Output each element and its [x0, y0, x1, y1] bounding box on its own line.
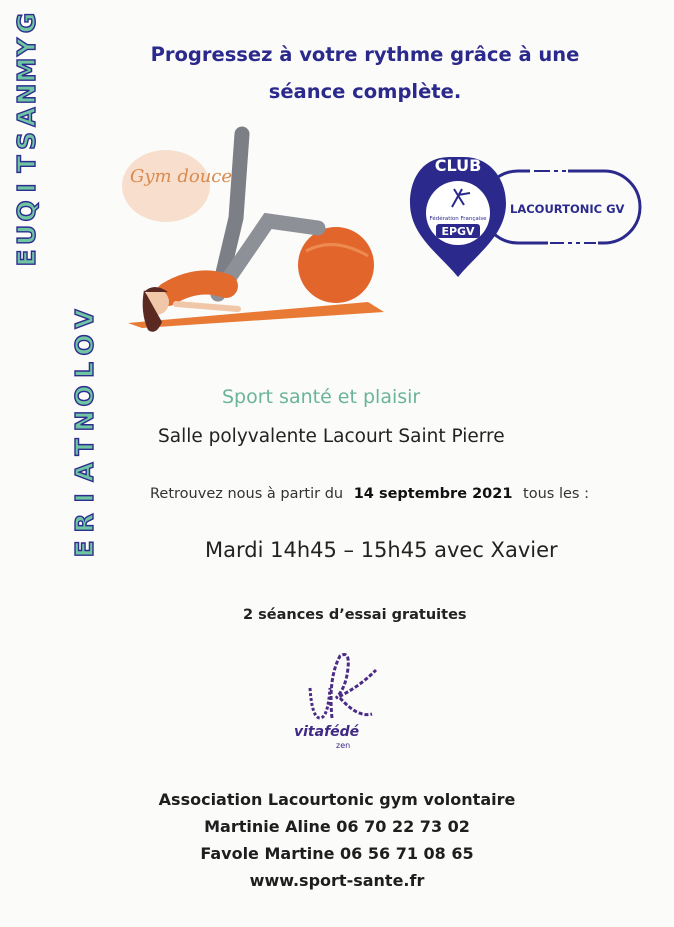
side-title-letter: T: [70, 437, 99, 456]
side-title-letter: T: [12, 155, 41, 173]
side-title-letter: A: [70, 462, 99, 482]
side-title-letter: I: [12, 182, 41, 193]
side-title-letter: I: [70, 492, 99, 503]
side-title-letter: U: [12, 224, 41, 245]
headline: [120, 36, 610, 110]
gym-douce-illustration: [118, 116, 388, 336]
exercise-ball: [298, 227, 374, 303]
contact-person-2: Favole Martine 06 56 71 08 65: [200, 844, 474, 863]
torso: [168, 282, 226, 294]
trial-offer: 2 séances d’essai gratuites: [243, 607, 467, 623]
federation-text: Fédération Française: [429, 216, 487, 222]
website-link[interactable]: www.sport-sante.fr: [249, 871, 425, 890]
side-title-letter: Q: [12, 200, 41, 222]
vitafede-logo: [288, 648, 388, 758]
side-title-letter: Y: [12, 37, 41, 56]
start-prefix: Retrouvez nous à partir du: [150, 486, 344, 502]
side-title-letter: M: [12, 57, 41, 83]
side-title-letter: E: [70, 539, 99, 558]
tagline: Sport santé et plaisir: [222, 386, 421, 408]
club-name: LACOURTONIC GV: [510, 202, 625, 216]
side-title-letter: N: [70, 410, 99, 432]
headline-line-2: séance complète.: [268, 80, 462, 103]
club-badge: [408, 145, 648, 290]
contact-block: [120, 786, 554, 894]
side-title-letter: S: [12, 131, 41, 150]
headline-line-1: Progressez à votre rythme grâce à une: [150, 43, 580, 66]
side-title-letter: G: [12, 12, 41, 34]
vitafede-brand: vitafédé: [294, 724, 360, 740]
start-date: 14 septembre 2021: [353, 486, 513, 502]
side-title-letter: A: [12, 107, 41, 127]
contact-person-1: Martinie Aline 06 70 22 73 02: [204, 817, 470, 836]
caption-text: Gym douce: [130, 166, 233, 187]
side-title: [8, 8, 108, 568]
side-title-letter: R: [70, 513, 99, 533]
side-title-letter: O: [70, 333, 99, 356]
side-title-letter: L: [70, 362, 99, 378]
contact-association: Association Lacourtonic gym volontaire: [158, 790, 516, 809]
vitafede-sub: zen: [336, 741, 351, 750]
side-title-letter: N: [12, 83, 41, 104]
venue: Salle polyvalente Lacourt Saint Pierre: [158, 426, 505, 447]
epgv-text: EPGV: [441, 225, 475, 238]
schedule: Mardi 14h45 – 15h45 avec Xavier: [205, 538, 558, 562]
club-label: CLUB: [434, 156, 482, 175]
side-title-letter: O: [70, 384, 99, 407]
start-date-line: [150, 486, 589, 502]
side-title-letter: E: [12, 249, 41, 267]
start-suffix: tous les :: [523, 486, 589, 502]
side-title-letter: V: [70, 309, 99, 329]
